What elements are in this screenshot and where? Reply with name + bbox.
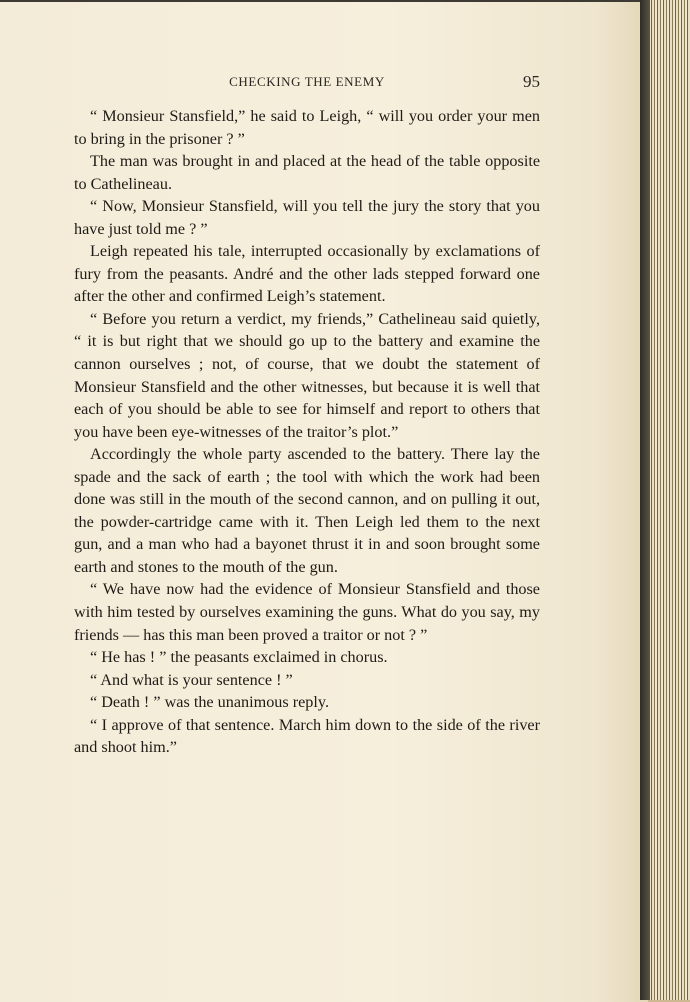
paragraph: “ I approve of that sentence. March him down to the side of the river and shoot him.” — [74, 715, 540, 757]
paragraph: “ He has ! ” the peasants exclaimed in chorus. — [90, 648, 388, 667]
book-page-edges — [640, 0, 690, 1000]
paragraph: Leigh repeated his tale, interrupted occasionally by exclamations of fury from the peasants. André and the other lads stepped forward one after the other and confirmed Leigh’s statement. — [74, 242, 540, 306]
paragraph: “ Monsieur Stansfield,” he said to Leigh, “ will you order your men to bring in the prisoner ? ” — [74, 107, 540, 148]
page-header — [74, 72, 540, 94]
paragraph: “ Death ! ” was the unanimous reply. — [90, 693, 329, 712]
running-head: CHECKING THE ENEMY — [229, 74, 385, 89]
paragraph: “ Now, Monsieur Stansfield, will you tell the jury the story that you have just told me ? ” — [74, 197, 540, 238]
page-number: 95 — [523, 72, 540, 91]
body-text — [74, 105, 540, 759]
paragraph: “ Before you return a verdict, my friends,” Cathelineau said quietly, “ it is but right that we should go up to the battery and examine the cannon ourselves ; not, of course, that we doubt the statement of Monsieur Stansfield and the other witnesses, but because it is well that each of you should be able to see for himself and report to others that you have been eye-witnesses of the traitor’s plot.” — [74, 309, 540, 441]
paragraph: “ We have now had the evidence of Monsieur Stansfield and those with him tested by ourselves examining the guns. What do you say, my friends — has this man been proved a traitor or not ? ” — [74, 580, 540, 644]
paragraph: “ And what is your sentence ! ” — [90, 670, 293, 689]
paragraph: Accordingly the whole party ascended to the battery. There lay the spade and the sack of earth ; the tool with which the work had been done was still in the mouth of the second cannon, and on pulling it out, the powder-cartridge came with it. Then Leigh led them to the next gun, and a man who had a bayonet thrust it in and soon brought some earth and stones to the mouth of the gun. — [74, 445, 540, 576]
paragraph: The man was brought in and placed at the head of the table opposite to Cathelineau. — [74, 152, 540, 193]
